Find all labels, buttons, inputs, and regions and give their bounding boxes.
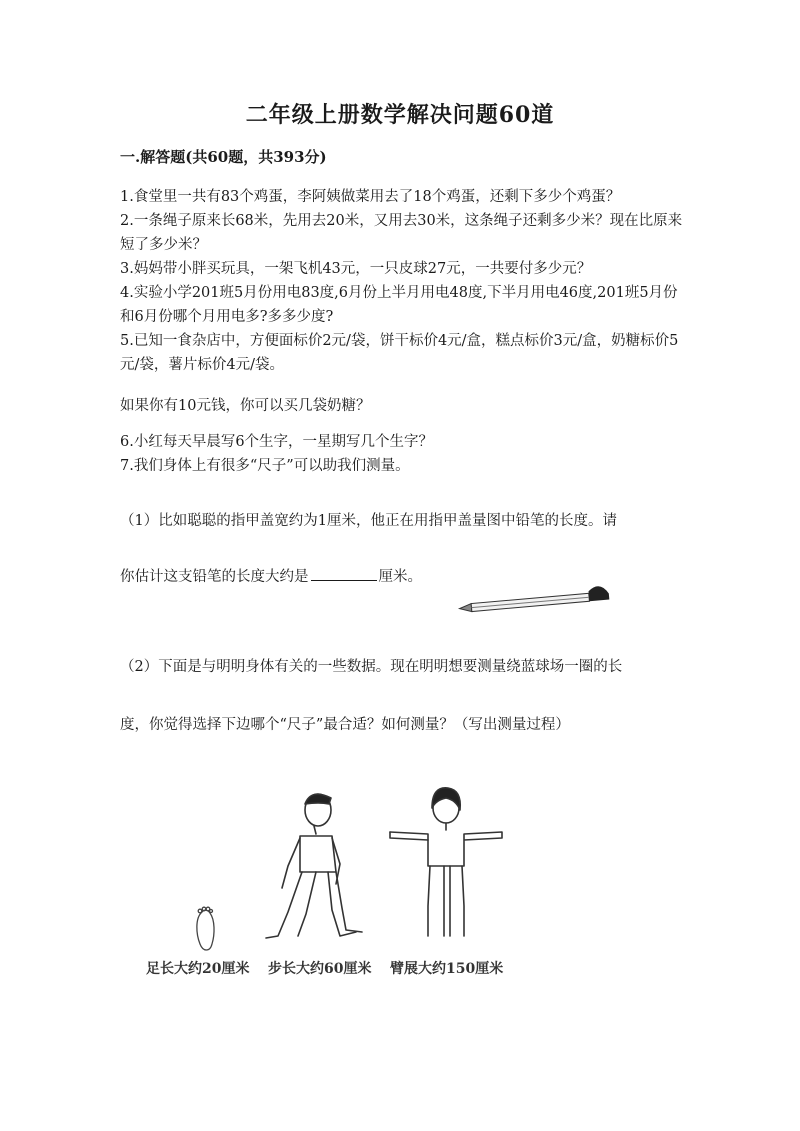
body-ruler-illustration xyxy=(140,780,540,955)
question-4: 4.实验小学201班5月份用电83度,6月份上半月用电48度,下半月用电46度,201班5月份和6月份哪个月用电多?多多少度? xyxy=(120,285,678,325)
footprint-image xyxy=(197,907,214,950)
walking-boy-image xyxy=(266,794,362,938)
question-7-part-2-line-2: 度，你觉得选择下边哪个“尺子”最合适？如何测量？（写出测量过程） xyxy=(120,717,570,733)
question-7-part-2-line-1: （2）下面是与明明身体有关的一些数据。现在明明想要测量绕蓝球场一圈的长 xyxy=(120,659,623,675)
page-title: 二年级上册数学解决问题60道 xyxy=(245,102,555,128)
question-2: 2.一条绳子原来长68米，先用去20米，又用去30米，这条绳子还剩多少米？现在比原来短了多少米？ xyxy=(120,213,683,253)
section-heading: 一.解答题(共60题，共393分) xyxy=(120,148,327,166)
question-1: 1.食堂里一共有83个鸡蛋，李阿姨做菜用去了18个鸡蛋，还剩下多少个鸡蛋？ xyxy=(120,189,621,205)
question-list xyxy=(120,185,690,377)
question-7-part-1-unit: 厘米。 xyxy=(378,569,422,585)
question-5: 5.已知一食杂店中，方便面标价2元/袋，饼干标价4元/盒，糕点标价3元/盒，奶糖标价5元/袋，薯片标价4元/袋。 xyxy=(120,333,679,373)
question-7-part-1-prompt: 你估计这支铅笔的长度大约是 xyxy=(120,569,309,585)
arm-span-caption: 臂展大约150厘米 xyxy=(390,961,504,977)
question-list-2 xyxy=(120,430,690,478)
question-3: 3.妈妈带小胖买玩具，一架飞机43元，一只皮球27元，一共要付多少元？ xyxy=(120,261,592,277)
arms-spread-girl-image xyxy=(390,788,502,936)
pencil-image xyxy=(455,584,615,614)
question-7: 7.我们身体上有很多“尺子”可以助我们测量。 xyxy=(120,458,410,474)
step-length-caption: 步长大约60厘米 xyxy=(268,961,372,977)
question-6: 6.小红每天早晨写6个生字，一星期写几个生字？ xyxy=(120,434,434,450)
foot-length-caption: 足长大约20厘米 xyxy=(146,961,250,977)
question-7-part-1-line-1: （1）比如聪聪的指甲盖宽约为1厘米，他正在用指甲盖量图中铅笔的长度。请 xyxy=(120,513,617,529)
answer-blank[interactable] xyxy=(311,566,377,581)
question-5-followup: 如果你有10元钱，你可以买几袋奶糖？ xyxy=(120,398,371,414)
